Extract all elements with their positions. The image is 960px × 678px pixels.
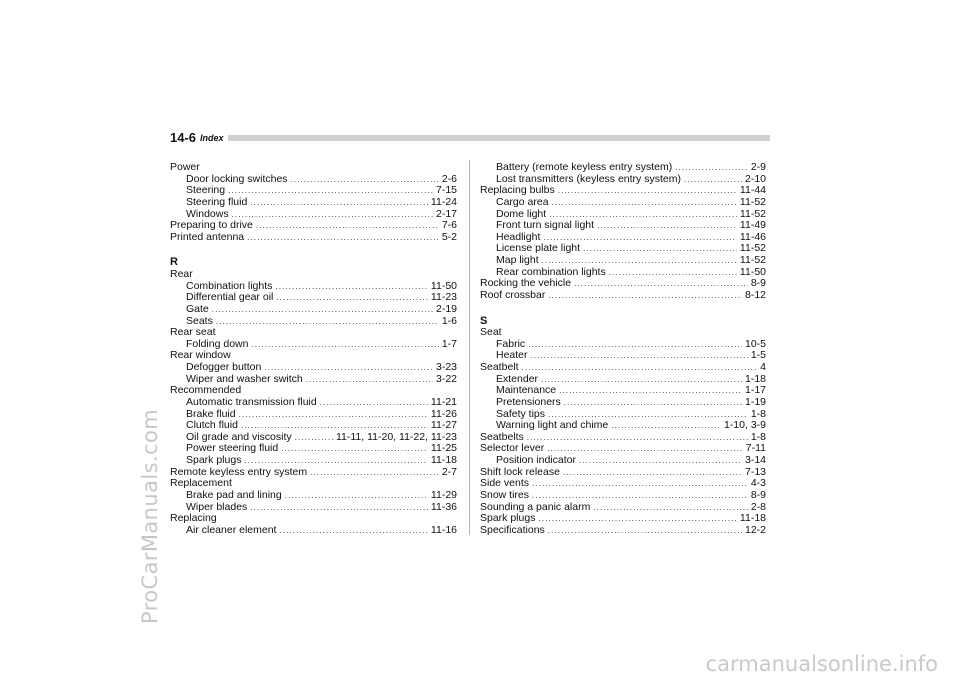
page-number: 14-6 (170, 130, 197, 145)
entry-page-ref: 1-19 (744, 395, 766, 408)
dot-leader (295, 432, 333, 444)
entry-label: Spark plugs (186, 454, 242, 466)
entry-page-ref: 11-36 (430, 500, 457, 513)
dot-leader (241, 420, 428, 432)
index-entry (480, 513, 766, 525)
index-subentry (480, 397, 766, 409)
dot-leader (291, 174, 439, 186)
header-rule (228, 135, 770, 141)
entry-label: Air cleaner element (186, 523, 277, 536)
dot-leader (528, 339, 742, 351)
entry-page-ref: 2-9 (750, 161, 766, 173)
dot-leader (552, 197, 737, 209)
entry-page-ref: 2-6 (441, 172, 457, 185)
dot-leader (531, 350, 748, 362)
entry-label: Seatbelts (480, 430, 524, 443)
index-subentry (170, 525, 457, 537)
index-column-right (480, 162, 766, 536)
index-subentry (480, 255, 766, 267)
index-group-heading: Rear seat (170, 326, 216, 339)
entry-label: Sounding a panic alarm (480, 500, 591, 513)
entry-label: Map light (496, 254, 539, 266)
index-subentry (480, 220, 766, 232)
entry-page-ref: 3-22 (435, 372, 457, 385)
entry-label: Gate (186, 302, 209, 315)
index-letter-heading: S (480, 314, 488, 327)
dot-leader (583, 243, 737, 255)
index-entry (170, 232, 457, 244)
dot-leader (232, 209, 433, 221)
entry-page-ref: 7-11 (745, 442, 766, 455)
entry-label: Snow tires (480, 488, 530, 501)
entry-page-ref: 1-8 (750, 407, 766, 420)
entry-page-ref: 11-50 (739, 265, 766, 278)
dot-leader (250, 502, 428, 514)
dot-leader (310, 467, 439, 479)
entry-page-ref: 11-52 (739, 242, 766, 255)
index-group-heading: Replacing (170, 512, 217, 525)
entry-page-ref: 7-15 (435, 184, 457, 197)
entry-page-ref: 5-2 (441, 230, 457, 243)
dot-leader (306, 374, 433, 386)
index-subentry (480, 455, 766, 467)
entry-label: Preparing to drive (170, 219, 253, 232)
entry-page-ref: 11-21 (430, 395, 457, 408)
entry-page-ref: 11-23 (430, 291, 457, 304)
entry-label: Replacing bulbs (480, 184, 555, 197)
entry-label: Wiper blades (186, 500, 248, 513)
dot-leader (593, 502, 747, 514)
entry-label: Door locking switches (186, 172, 288, 185)
entry-page-ref: 1-17 (744, 384, 766, 397)
entry-label: Dome light (496, 207, 547, 220)
dot-leader (532, 490, 748, 502)
index-subentry (170, 304, 457, 316)
entry-page-ref: 11-11, 11-20, 11-22, 11-23 (335, 430, 457, 443)
dot-leader (547, 443, 743, 455)
entry-label: Cargo area (496, 195, 549, 208)
entry-page-ref: 2-19 (435, 302, 457, 315)
entry-page-ref: 11-25 (430, 442, 457, 455)
entry-page-ref: 7-6 (441, 219, 457, 232)
dot-leader (244, 455, 427, 467)
dot-leader (285, 490, 428, 502)
entry-page-ref: 8-9 (750, 277, 766, 290)
entry-page-ref: 12-2 (744, 523, 766, 536)
entry-page-ref: 8-9 (750, 488, 766, 501)
column-divider (469, 160, 470, 535)
entry-label: Automatic transmission fluid (186, 395, 317, 408)
dot-leader (527, 432, 748, 444)
entry-page-ref: 11-18 (430, 454, 457, 466)
index-entry (480, 525, 766, 537)
entry-label: Folding down (186, 337, 249, 350)
index-group-heading: Replacement (170, 477, 232, 490)
index-subentry (170, 292, 457, 304)
dot-leader (281, 443, 428, 455)
entry-page-ref: 11-18 (739, 512, 766, 525)
entry-label: Remote keyless entry system (170, 465, 308, 478)
watermark-procarmanuals: ProCarManuals.com (138, 408, 162, 624)
dot-leader (275, 281, 428, 293)
index-letter-heading: R (170, 256, 178, 269)
entry-page-ref: 2-17 (435, 207, 457, 220)
dot-leader (563, 467, 742, 479)
dot-leader (216, 316, 439, 328)
entry-page-ref: 11-16 (430, 523, 457, 536)
entry-label: Combination lights (186, 279, 273, 292)
dot-leader (247, 232, 439, 244)
index-entry (480, 362, 766, 374)
entry-label: License plate light (496, 242, 581, 255)
entry-label: Brake fluid (186, 407, 236, 420)
dot-leader (320, 397, 428, 409)
dot-leader (228, 185, 433, 197)
section-title: Index (200, 133, 224, 143)
dot-leader (548, 525, 742, 537)
dot-leader (579, 455, 742, 467)
index-group-heading: Seat (480, 326, 502, 339)
dot-leader (239, 409, 428, 421)
entry-page-ref: 4 (760, 361, 766, 373)
dot-leader (558, 185, 737, 197)
entry-label: Position indicator (496, 454, 576, 466)
entry-page-ref: 1-18 (744, 372, 766, 385)
entry-page-ref: 11-29 (430, 488, 457, 501)
dot-leader (548, 290, 742, 302)
entry-label: Shift lock release (480, 465, 560, 478)
entry-page-ref: 11-52 (739, 195, 766, 208)
index-group-heading: Power (170, 161, 200, 173)
entry-page-ref: 11-52 (739, 207, 766, 220)
dot-leader (611, 420, 721, 432)
entry-label: Seats (186, 314, 213, 327)
entry-page-ref: 3-14 (744, 454, 766, 466)
index-subentry (170, 455, 457, 467)
index-entry (480, 290, 766, 302)
dot-leader (250, 197, 428, 209)
index-entry (170, 220, 457, 232)
dot-leader (251, 339, 438, 351)
entry-label: Lost transmitters (keyless entry system) (496, 172, 681, 185)
entry-label: Wiper and washer switch (186, 372, 303, 385)
index-group-heading: Rear window (170, 349, 231, 362)
entry-label: Printed antenna (170, 230, 245, 243)
dot-leader (538, 513, 736, 525)
entry-label: Selector lever (480, 442, 545, 455)
entry-label: Oil grade and viscosity (186, 430, 292, 443)
dot-leader (684, 174, 742, 186)
entry-page-ref: 1-10, 3-9 (723, 419, 766, 432)
entry-label: Roof crossbar (480, 288, 546, 301)
dot-leader (559, 385, 742, 397)
entry-page-ref: 11-52 (739, 254, 766, 266)
entry-label: Pretensioners (496, 395, 561, 408)
entry-label: Rear combination lights (496, 265, 606, 278)
entry-label: Fabric (496, 337, 526, 350)
index-group-heading: Recommended (170, 384, 242, 397)
entry-page-ref: 1-7 (441, 337, 457, 350)
entry-page-ref: 11-27 (430, 419, 457, 432)
dot-leader (574, 278, 748, 290)
dot-leader (532, 478, 748, 490)
entry-page-ref: 10-5 (744, 337, 766, 350)
dot-leader (212, 304, 433, 316)
dot-leader (276, 292, 428, 304)
entry-label: Windows (186, 207, 229, 220)
dot-leader (609, 267, 737, 279)
dot-leader (542, 255, 737, 267)
index-subentry (170, 420, 457, 432)
dot-leader (564, 397, 742, 409)
index-subentry (480, 420, 766, 432)
entry-label: Front turn signal light (496, 219, 595, 232)
entry-page-ref: 11-46 (739, 230, 766, 243)
entry-page-ref: 11-49 (739, 219, 766, 232)
entry-label: Differential gear oil (186, 291, 274, 304)
entry-label: Defogger button (186, 361, 262, 373)
entry-page-ref: 1-8 (750, 430, 766, 443)
entry-page-ref: 3-23 (435, 361, 457, 373)
entry-label: Power steering fluid (186, 442, 279, 455)
index-group-heading: Rear (170, 268, 193, 280)
entry-page-ref: 4-3 (750, 477, 766, 490)
entry-label: Safety tips (496, 407, 546, 420)
entry-label: Steering (186, 184, 226, 197)
entry-page-ref: 2-8 (750, 500, 766, 513)
entry-page-ref: 11-50 (430, 279, 457, 292)
index-subentry (170, 397, 457, 409)
dot-leader (675, 162, 748, 174)
entry-page-ref: 2-7 (441, 465, 457, 478)
page-header (170, 131, 770, 145)
entry-label: Spark plugs (480, 512, 536, 525)
entry-page-ref: 11-44 (739, 184, 766, 197)
dot-leader (256, 220, 439, 232)
entry-label: Steering fluid (186, 195, 248, 208)
entry-page-ref: 11-26 (430, 407, 457, 420)
index-subentry (170, 362, 457, 374)
entry-label: Rocking the vehicle (480, 277, 572, 290)
entry-label: Brake pad and lining (186, 488, 282, 501)
entry-label: Warning light and chime (496, 419, 609, 432)
index-column-left (170, 162, 457, 536)
dot-leader (541, 374, 742, 386)
entry-page-ref: 1-6 (441, 314, 457, 327)
index-subentry (480, 350, 766, 362)
entry-page-ref: 11-24 (430, 195, 457, 208)
entry-page-ref: 1-5 (750, 349, 766, 362)
dot-leader (279, 525, 427, 537)
watermark-carmanualsonline: carmanualsonline.info (705, 652, 938, 676)
index-subentry (170, 197, 457, 209)
entry-page-ref: 2-10 (744, 172, 766, 185)
entry-label: Maintenance (496, 384, 557, 397)
dot-leader (522, 362, 758, 374)
entry-page-ref: 8-12 (744, 288, 766, 301)
entry-label: Heater (496, 349, 528, 362)
dot-leader (597, 220, 737, 232)
entry-label: Clutch fluid (186, 419, 238, 432)
index-subentry (170, 490, 457, 502)
entry-page-ref: 7-13 (744, 465, 766, 478)
entry-label: Extender (496, 372, 539, 385)
dot-leader (264, 362, 433, 374)
entry-label: Specifications (480, 523, 545, 536)
entry-label: Battery (remote keyless entry system) (496, 161, 673, 173)
index-entry (480, 490, 766, 502)
entry-label: Headlight (496, 230, 541, 243)
index-subentry (480, 197, 766, 209)
entry-label: Side vents (480, 477, 530, 490)
entry-label: Seatbelt (480, 361, 519, 373)
index-subentry (480, 162, 766, 174)
